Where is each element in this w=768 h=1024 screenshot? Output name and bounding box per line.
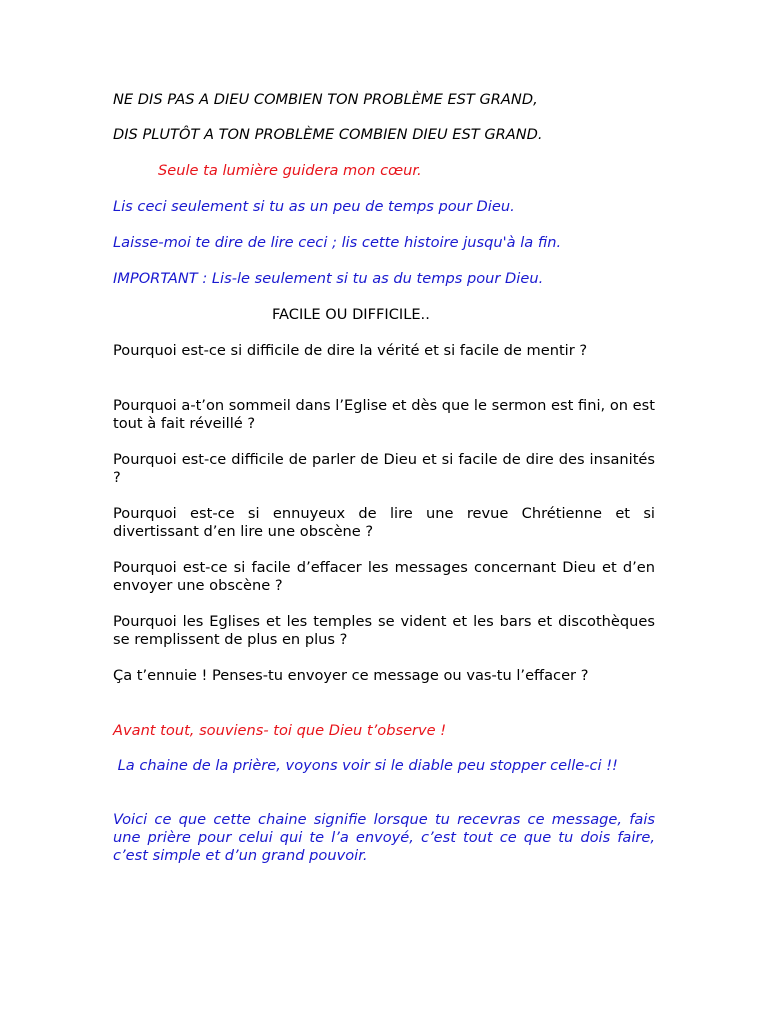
prayer-chain-paragraph: La chaine de la prière, voyons voir si le diable peu stopper celle-ci !! bbox=[113, 757, 618, 774]
light-guidance-line: Seule ta lumière guidera mon cœur. bbox=[158, 162, 422, 179]
headline-line-1: NE DIS PAS A DIEU COMBIEN TON PROBLÈME EST GRAND, bbox=[113, 91, 538, 108]
question-churches-empty: Pourquoi les Eglises et les temples se vident et les bars et discothèques se remplissent de plus en plus ? bbox=[113, 613, 655, 648]
question-send-or-delete: Ça t’ennuie ! Penses-tu envoyer ce message ou vas-tu l’effacer ? bbox=[113, 667, 589, 684]
closing-paragraph: Voici ce que cette chaine signifie lorsque tu recevras ce message, fais une prière pour celui qui te l’a envoyé, c’est tout ce que tu dois faire, c’est simple et d’un grand pouvoir. bbox=[113, 811, 655, 864]
question-speak-god: Pourquoi est-ce difficile de parler de Dieu et si facile de dire des insanités ? bbox=[113, 451, 655, 486]
question-messages: Pourquoi est-ce si facile d’effacer les messages concernant Dieu et d’en envoyer une obscène ? bbox=[113, 559, 655, 594]
question-truth: Pourquoi est-ce si difficile de dire la vérité et si facile de mentir ? bbox=[113, 342, 588, 359]
read-this-line: Lis ceci seulement si tu as un peu de temps pour Dieu. bbox=[113, 198, 515, 215]
section-heading: FACILE OU DIFFICILE.. bbox=[272, 306, 430, 323]
let-me-tell-line: Laisse-moi te dire de lire ceci ; lis cette histoire jusqu'à la fin. bbox=[113, 234, 562, 251]
important-line: IMPORTANT : Lis-le seulement si tu as du temps pour Dieu. bbox=[113, 270, 544, 287]
question-church-sleep: Pourquoi a-t’on sommeil dans l’Eglise et dès que le sermon est fini, on est tout à fait réveillé ? bbox=[113, 397, 655, 432]
headline-line-2: DIS PLUTÔT A TON PROBLÈME COMBIEN DIEU EST GRAND. bbox=[113, 126, 543, 143]
god-watches-line: Avant tout, souviens- toi que Dieu t’observe ! bbox=[113, 722, 447, 739]
question-magazine: Pourquoi est-ce si ennuyeux de lire une revue Chrétienne et si divertissant d’en lire une obscène ? bbox=[113, 505, 655, 540]
